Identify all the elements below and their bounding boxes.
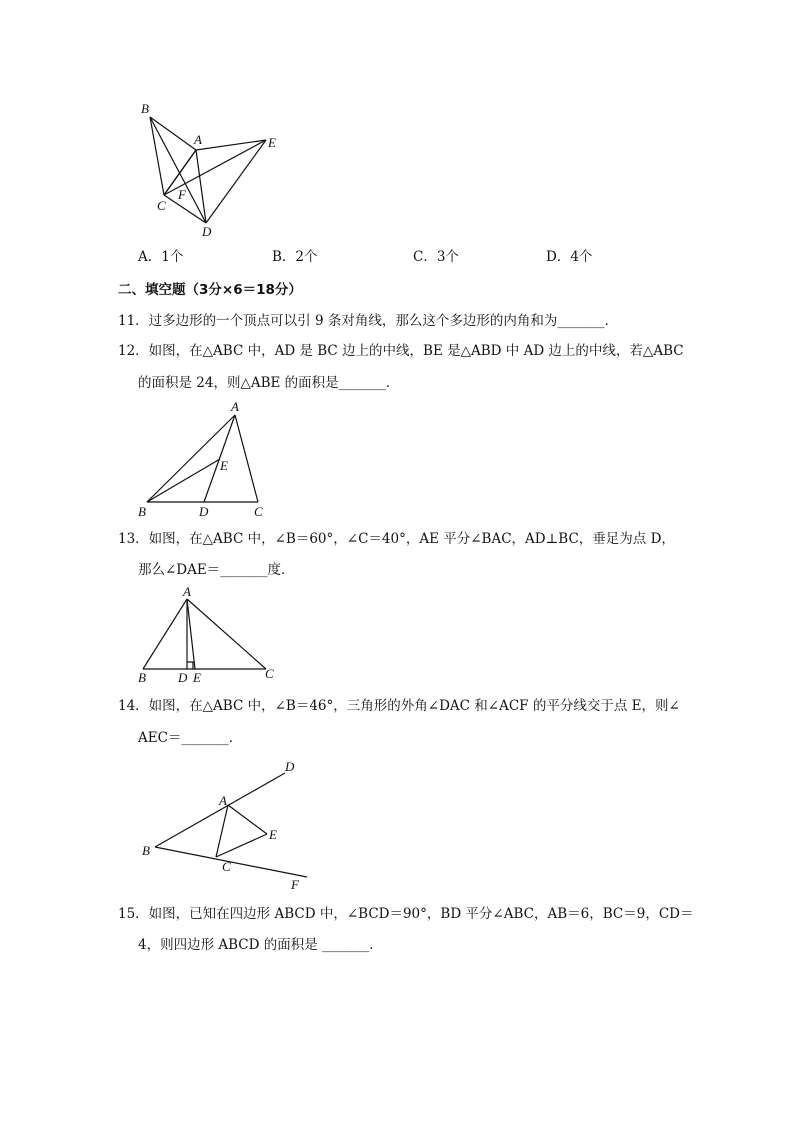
q12-figure — [130, 398, 280, 520]
q14-label-f: F — [291, 877, 299, 892]
question-12-line1: 12．如图，在△ABC 中，AD 是 BC 边上的中线，BE 是△ABD 中 AD 边上的中线，若△ABC — [118, 343, 684, 359]
q10-option-a: A．1个 — [138, 249, 184, 265]
question-15-line2 — [138, 935, 383, 955]
question-12-end: ． — [385, 375, 400, 391]
question-11 — [118, 311, 618, 331]
section-title: 二、填空题（3分×6＝18分） — [118, 282, 302, 298]
question-12-line2 — [138, 373, 399, 393]
q13-label-b: B — [138, 670, 146, 685]
question-11-blank[interactable]: _______ — [557, 313, 605, 329]
q13-label-a: A — [183, 584, 191, 599]
q13-figure — [130, 584, 290, 686]
question-15-text: 4，则四边形 ABCD 的面积是 — [138, 937, 318, 953]
q14-figure — [135, 755, 315, 892]
question-14-text: AEC＝ — [138, 730, 182, 746]
question-14-blank[interactable]: _______ — [181, 730, 229, 746]
q12-label-d: D — [199, 504, 209, 519]
question-13-blank[interactable]: _______ — [220, 562, 268, 578]
q10-option-c: C．3个 — [413, 249, 459, 265]
q12-label-a: A — [231, 399, 239, 414]
q10-label-f: F — [178, 187, 186, 202]
q10-label-e: E — [268, 135, 276, 150]
question-12-blank[interactable]: _______ — [338, 375, 386, 391]
question-14-line2 — [138, 728, 242, 748]
question-13-line1: 13．如图，在△ABC 中，∠B＝60°，∠C＝40°，AE 平分∠BAC，AD⊥BC，垂足为点 D， — [118, 531, 675, 547]
question-15-end: ． — [369, 937, 383, 953]
q10-label-d: D — [202, 224, 212, 239]
q14-label-b: B — [142, 843, 150, 858]
question-15-line1: 15．如图，已知在四边形 ABCD 中，∠BCD＝90°，BD 平分∠ABC，AB＝6，BC＝9，CD＝ — [118, 906, 694, 922]
q14-label-c: C — [222, 859, 231, 874]
question-15-blank[interactable]: _______ — [322, 937, 370, 953]
q14-label-d: D — [285, 759, 295, 774]
q10-label-b: B — [141, 101, 149, 116]
q13-label-e: E — [193, 670, 201, 685]
question-13-text: 那么∠DAE＝ — [138, 562, 221, 578]
q13-label-c: C — [265, 666, 274, 681]
question-14-line1: 14．如图，在△ABC 中，∠B＝46°，三角形的外角∠DAC 和∠ACF 的平分线交于点 E，则∠ — [118, 698, 680, 714]
q12-label-b: B — [138, 504, 146, 519]
question-13-end: 度． — [267, 562, 295, 578]
question-14-end: ． — [228, 730, 243, 746]
question-13-line2 — [138, 560, 295, 580]
q12-label-e: E — [220, 458, 228, 473]
q14-label-a: A — [219, 793, 227, 808]
question-12-text: 的面积是 24，则△ABE 的面积是 — [138, 375, 339, 391]
q10-option-d: D．4个 — [546, 249, 593, 265]
q13-label-d: D — [178, 670, 188, 685]
q10-label-c: C — [157, 198, 166, 213]
q10-option-b: B．2个 — [272, 249, 318, 265]
q14-label-e: E — [269, 827, 277, 842]
question-11-end: ． — [604, 313, 619, 329]
q10-label-a: A — [194, 132, 202, 147]
q10-figure — [130, 95, 300, 245]
q12-label-c: C — [254, 504, 263, 519]
question-11-text: 11．过多边形的一个顶点可以引 9 条对角线，那么这个多边形的内角和为 — [118, 313, 558, 329]
